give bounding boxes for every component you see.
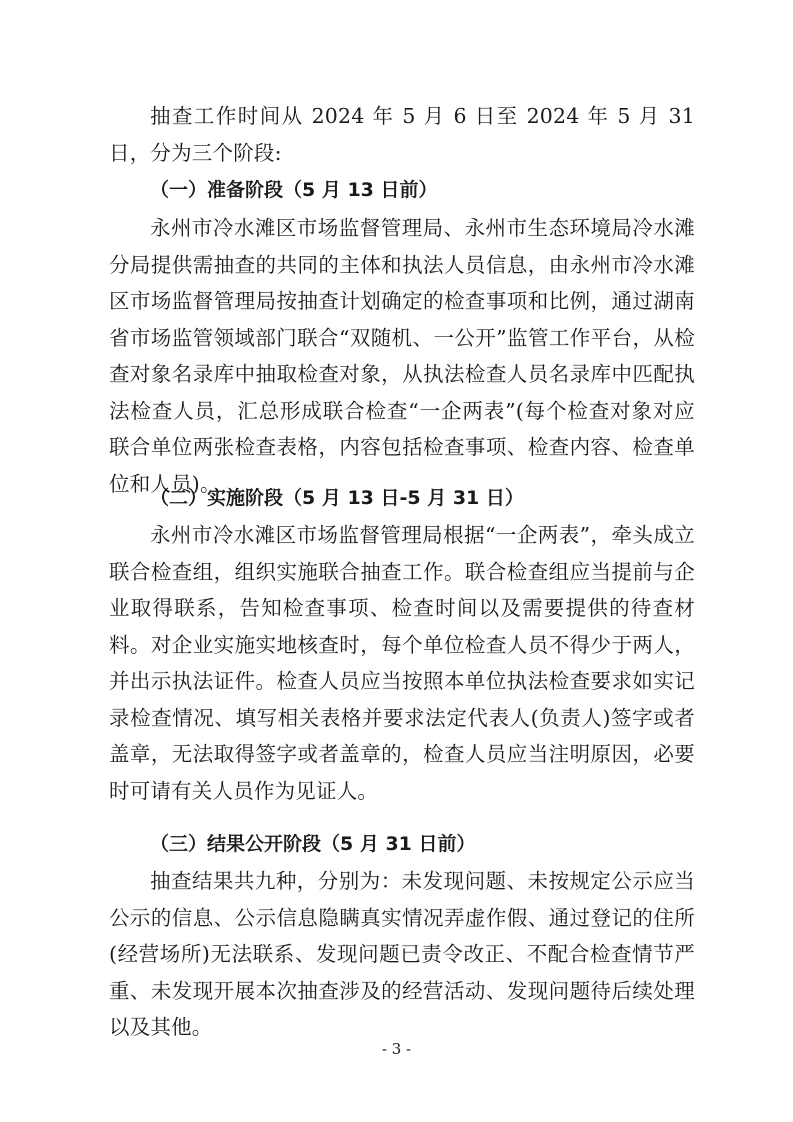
- section-heading-implementation: （二）实施阶段（5 月 13 日-5 月 31 日）: [150, 487, 524, 509]
- section-heading-results: （三）结果公开阶段（5 月 31 日前）: [150, 833, 476, 855]
- section-body-results: 抽查结果共九种，分别为：未发现问题、未按规定公示应当公示的信息、公示信息隐瞒真实情况弄虚作假、通过登记的住所(经营场所)无法联系、发现问题已责令改正、不配合检查情节严重、未发现开展本次抽查涉及的经营活动、发现问题待后续处理以及其他。: [109, 869, 695, 1039]
- intro-paragraph-block: [109, 98, 695, 171]
- intro-paragraph: 抽查工作时间从 2024 年 5 月 6 日至 2024 年 5 月 31 日，分为三个阶段:: [109, 104, 695, 165]
- section-heading-preparation: （一）准备阶段（5 月 13 日前）: [150, 179, 438, 201]
- page-number: - 3 -: [381, 1040, 412, 1058]
- section-body-preparation: 永州市冷水滩区市场监督管理局、永州市生态环境局冷水滩分局提供需抽查的共同的主体和执法人员信息，由永州市冷水滩区市场监督管理局按抽查计划确定的检查事项和比例，通过湖南省市场监管领域部门联合“双随机、一公开”监管工作平台，从检查对象名录库中抽取检查对象，从执法检查人员名录库中匹配执法检查人员，汇总形成联合检查“一企两表”(每个检查对象对应联合单位两张检查表格，内容包括检查事项、检查内容、检查单位和人员)。: [109, 216, 695, 496]
- section-body-block-preparation: [109, 210, 695, 502]
- section-body-implementation: 永州市冷水滩区市场监督管理局根据“一企两表”，牵头成立联合检查组，组织实施联合抽查工作。联合检查组应当提前与企业取得联系，告知检查事项、检查时间以及需要提供的待查材料。对企业实施实地核查时，每个单位检查人员不得少于两人，并出示执法证件。检查人员应当按照本单位执法检查要求如实记录检查情况、填写相关表格并要求法定代表人(负责人)签字或者盖章，无法取得签字或者盖章的，检查人员应当注明原因，必要时可请有关人员作为见证人。: [109, 523, 695, 803]
- section-body-block-implementation: [109, 517, 695, 809]
- section-body-block-results: [109, 863, 695, 1046]
